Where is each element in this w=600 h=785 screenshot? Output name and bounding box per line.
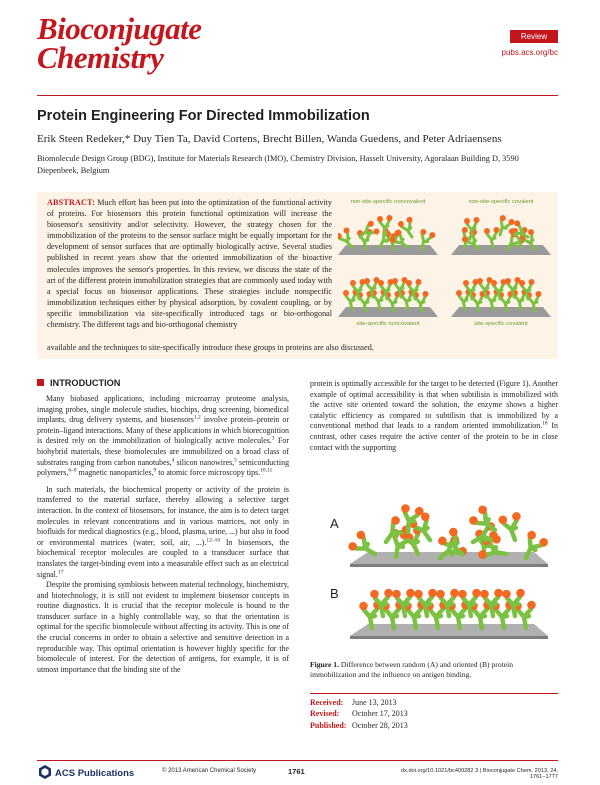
article-type-badge: Review	[510, 30, 558, 43]
intro-paragraph-3: Despite the promising symbiosis between material technology, biochemistry, and biotechnology, it is still not evident to implement biosensor concepts in routine diagnostics. It is crucial that the receptor molecule is bound to the transducer surface in a highly controllable way, so that the orientation is optimal for the specific biomolecule without affecting its activity. This is one of the crucial concerns in order to obtain a selective and sensitive detection in a reproducible way. This optimal orientation is however highly specific for the biomolecule of interest. For the detection of antigens, for example, it is of utmost importance that the binding site of the	[37, 580, 289, 674]
abstract-text	[47, 197, 332, 330]
journal-url-link[interactable]: pubs.acs.org/bc	[501, 48, 558, 57]
header-divider	[37, 95, 558, 96]
journal-name-line2: Chemistry	[37, 40, 164, 75]
date-received: Received: June 13, 2013	[310, 698, 397, 707]
author-list: Erik Steen Redeker,* Duy Tien Ta, David Cortens, Brecht Billen, Wanda Guedens, and Peter Adriaensens	[37, 133, 502, 145]
toc-label-top-left: non-site-specific noncovalent	[350, 199, 426, 205]
figure-1-caption: Figure 1. Difference between random (A) and oriented (B) protein immobilization and the influence on antigen binding.	[310, 660, 513, 680]
abstract-body: Much effort has been put into the optimization of the functional activity of proteins. For biosensors this protein functional optimization will increase the biosensor's sensitivity and/or selectivity. However, the strategy chosen for the immobilization of the proteins to the sensor surface might be equally important for the development of sensor surfaces that are optimally biologically active. Several studies published in recent years show that the oriented immobilization of the bioactive molecules improves the sensor's properties. In this review, we discuss the state of the art of the different protein immobilization strategies that are commonly used today with a special focus on biosensor applications. These strategies include nonspecific immobilization techniques either by physical adsorption, by covalent coupling, or by specific immobilization via site-specifically introduced tags or bio-orthogonal chemistry. The different tags and bio-orthogonal chemistry	[47, 198, 332, 330]
body-column-left	[37, 394, 289, 675]
footer-divider	[37, 760, 558, 761]
date-revised: Revised: October 17, 2013	[310, 709, 408, 719]
section-marker-icon	[37, 379, 44, 386]
journal-logo	[37, 11, 237, 75]
acs-hexagon-icon	[38, 765, 52, 779]
dates-divider	[310, 693, 558, 694]
article-title: Protein Engineering For Directed Immobilization	[37, 108, 370, 124]
toc-panel-top-right	[451, 213, 551, 255]
intro-paragraph-1: Many biobased applications, including microarray proteome analysis, imaging probes, single molecule studies, biochips, drug screening, biomedical implants, drug delivery systems, and biosensors$^{1,2}$ involve protein–protein or protein–ligand interactions. Many of these applications in which biorecognition is desired rely on the immobilization of biologically active molecules.$^3$ For biohybrid materials, these biomolecules are immobilized on a broad class of substrates ranging from carbon nanotubes,$^4$ silicon nanowires,$^5$ semiconducting polymers,$^{6-8}$ magnetic nanoparticles,$^9$ to atomic force microscopy tips.$^{10,11}$	[37, 394, 290, 478]
doi-citation-link[interactable]: dx.doi.org/10.1021/bc400282 3 | Bioconjugate Chem. 2013, 24, 1761−1777	[401, 768, 558, 780]
body-column-right	[310, 379, 558, 453]
intro-paragraph-continued: protein is optimally accessible for the target to be detected (Figure 1). Another example of optimal accessibility is that when subtilisin is immobilized with the active site oriented toward the solution, the enzyme shows a higher catalytic efficiency as compared to subtilisin that is immobilized by a conventional method that leads to a random oriented immobilization.$^{18}$ In contrast, other cases require the active center of the protein to be in close contact with the supporting	[310, 379, 558, 452]
abstract-label: ABSTRACT:	[47, 198, 95, 207]
toc-panel-bottom-right	[451, 277, 551, 317]
toc-label-top-right: non-site-specific covalent	[468, 199, 534, 205]
toc-panel-bottom-left	[338, 277, 438, 317]
date-published: Published: October 28, 2013	[310, 720, 408, 730]
copyright-notice: © 2013 American Chemical Society	[162, 768, 257, 774]
author-affiliation: Biomolecule Design Group (BDG), Institute for Materials Research (IMO), Chemistry Division, Hasselt University, Agoralaan Building D, 3590 Diepenbeek, Belgium	[37, 154, 519, 175]
page-number: 1761	[288, 767, 305, 776]
journal-name-line1: Bioconjugate	[37, 11, 202, 46]
toc-graphic	[338, 195, 552, 339]
figure-1	[320, 502, 552, 652]
figure-1-panel-label-a: A	[330, 516, 339, 531]
intro-paragraph-2: In such materials, the biochemical property or activity of the protein is transferred to the material surface, thereby allowing a selective target interaction. In the context of biosensors, for instance, the aim is to detect target molecules in relevant concentrations and in various matrices, not only in biofluids for medical diagnostics (e.g., blood, plasma, urine, ...) but also in food or environmental matrices (water, soil, air, ...).$^{12-16}$ In biosensors, the biochemical receptor molecules are coupled to a transducer surface that translates the target-binding event into a measurable effect such as an electrical signal.$^{17}$	[37, 484, 290, 579]
publisher-logo[interactable]: ACS Publications	[38, 765, 134, 779]
toc-label-bottom-left: site-specific noncovalent	[356, 321, 420, 327]
toc-panel-top-left	[338, 215, 438, 255]
section-heading-introduction: INTRODUCTION	[37, 378, 120, 388]
figure-1-panel-a	[346, 502, 550, 567]
abstract-text-tail: available and the techniques to site-specifically introduce these groups in proteins are also discussed.	[47, 343, 374, 352]
publication-dates	[310, 697, 408, 731]
figure-1-panel-b	[350, 589, 548, 639]
figure-1-panel-label-b: B	[330, 586, 339, 601]
toc-label-bottom-right: site-specific covalent	[474, 321, 528, 327]
